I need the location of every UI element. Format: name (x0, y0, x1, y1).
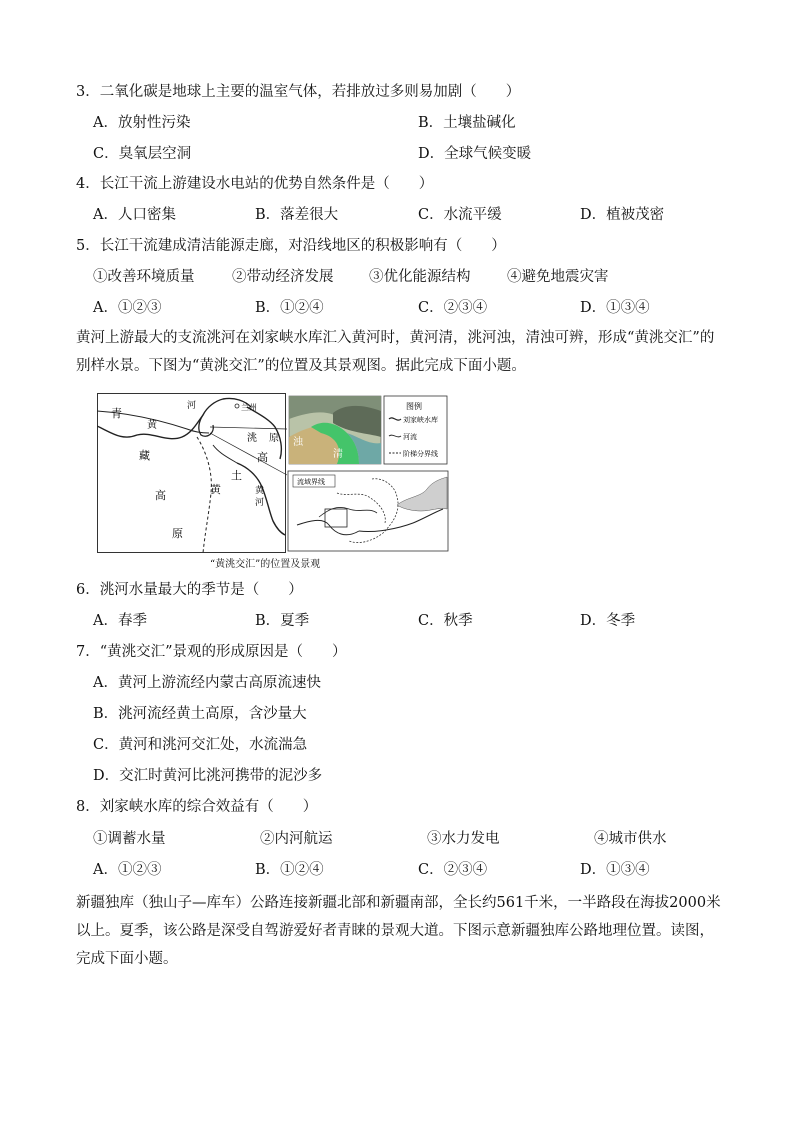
q7-option-b: B．洮河流经黄土高原，含沙量大 (93, 706, 307, 722)
lanzhou-marker (235, 404, 239, 408)
q5-option-b: B．①②④ (255, 300, 324, 316)
inset-label: 流域界线 (297, 478, 325, 486)
q5-option-a: A．①②③ (93, 300, 162, 316)
question-8-stem: 8．刘家峡水库的综合效益有（ ） (76, 799, 318, 815)
map-label: 原 (269, 433, 279, 444)
question-5-stem: 5．长江干流建成清洁能源走廊，对沿线地区的积极影响有（ ） (76, 238, 506, 254)
map-label: 洮 (247, 433, 257, 444)
legend-item-river: 河流 (403, 433, 417, 441)
q5-item-3: ③优化能源结构 (369, 269, 471, 285)
map-label: 河 (255, 498, 265, 508)
q8-item-1: ①调蓄水量 (93, 831, 166, 847)
q3-option-d: D．全球气候变暖 (418, 146, 532, 162)
q8-option-d: D．①③④ (580, 862, 650, 878)
q3-option-a: A．放射性污染 (93, 115, 191, 131)
q4-option-a: A．人口密集 (93, 207, 176, 223)
q8-item-4: ④城市供水 (594, 831, 667, 847)
map-label: 高 (155, 489, 166, 502)
q8-item-2: ②内河航运 (260, 831, 333, 847)
q3-option-b: B．土壤盐碱化 (418, 115, 516, 131)
q7-option-c: C．黄河和洮河交汇处，水流湍急 (93, 737, 308, 753)
q6-option-b: B．夏季 (255, 613, 310, 629)
legend-item-step-boundary: 阶梯分界线 (403, 450, 438, 458)
q8-option-a: A．①②③ (93, 862, 162, 878)
q5-item-2: ②带动经济发展 (232, 269, 334, 285)
question-7-stem: 7．“黄洮交汇”景观的形成原因是（ ） (76, 644, 347, 660)
q4-option-d: D．植被茂密 (580, 207, 665, 223)
q6-option-d: D．冬季 (580, 613, 636, 629)
map-label: 黄 (210, 483, 221, 496)
map-label: 河 (187, 401, 197, 411)
photo-label-clear: 清 (333, 449, 343, 460)
main-map-frame (98, 394, 286, 553)
q5-option-c: C．②③④ (418, 300, 488, 316)
map-label: 黄 (147, 420, 157, 431)
legend-item-reservoir: 刘家峡水库 (403, 416, 438, 424)
passage-duku-highway: 新疆独库（独山子—库车）公路连接新疆北部和新疆南部，全长约561千米，一半路段在海拔2000米以上。夏季，该公路是深受自驾游爱好者青睐的景观大道。下图示意新疆独库公路地理位置。读图，完成下面小题。 (76, 895, 721, 967)
map-label: 青 (111, 407, 122, 420)
q5-item-4: ④避免地震灾害 (507, 269, 609, 285)
q5-option-d: D．①③④ (580, 300, 650, 316)
question-3-stem: 3．二氧化碳是地球上主要的温室气体，若排放过多则易加剧（ ） (76, 84, 521, 100)
map-label: 原 (172, 527, 183, 540)
passage-huangtao: 黄河上游最大的支流洮河在刘家峡水库汇入黄河时，黄河清，洮河浊，清浊可辨，形成“黄洮交汇”的别样水景。下图为“黄洮交汇”的位置及其景观图。据此完成下面小题。 (76, 330, 715, 374)
photo-label-turbid: 浊 (293, 437, 303, 448)
q7-option-d: D．交汇时黄河比洮河携带的泥沙多 (93, 768, 323, 784)
question-4-stem: 4．长江干流上游建设水电站的优势自然条件是（ ） (76, 176, 434, 192)
q8-option-c: C．②③④ (418, 862, 488, 878)
q6-option-c: C．秋季 (418, 613, 473, 629)
q3-option-c: C．臭氧层空洞 (93, 146, 192, 162)
question-6-stem: 6．洮河水量最大的季节是（ ） (76, 582, 303, 598)
map-label-lanzhou: 兰州 (241, 403, 257, 412)
q5-item-1: ①改善环境质量 (93, 269, 195, 285)
map-label: 土 (231, 469, 242, 482)
q7-option-a: A．黄河上游流经内蒙古高原流速快 (93, 675, 321, 691)
huangtao-map-figure (97, 393, 449, 553)
q4-option-c: C．水流平缓 (418, 207, 502, 223)
q8-option-b: B．①②④ (255, 862, 324, 878)
figure-caption: “黄洮交汇”的位置及景观 (210, 559, 321, 570)
map-label: 黄 (255, 486, 265, 496)
q4-option-b: B．落差很大 (255, 207, 339, 223)
legend-title: 图例 (406, 402, 422, 411)
q8-item-3: ③水力发电 (427, 831, 500, 847)
map-label: 高 (257, 451, 268, 464)
map-label: 藏 (139, 449, 150, 462)
q6-option-a: A．春季 (93, 613, 147, 629)
